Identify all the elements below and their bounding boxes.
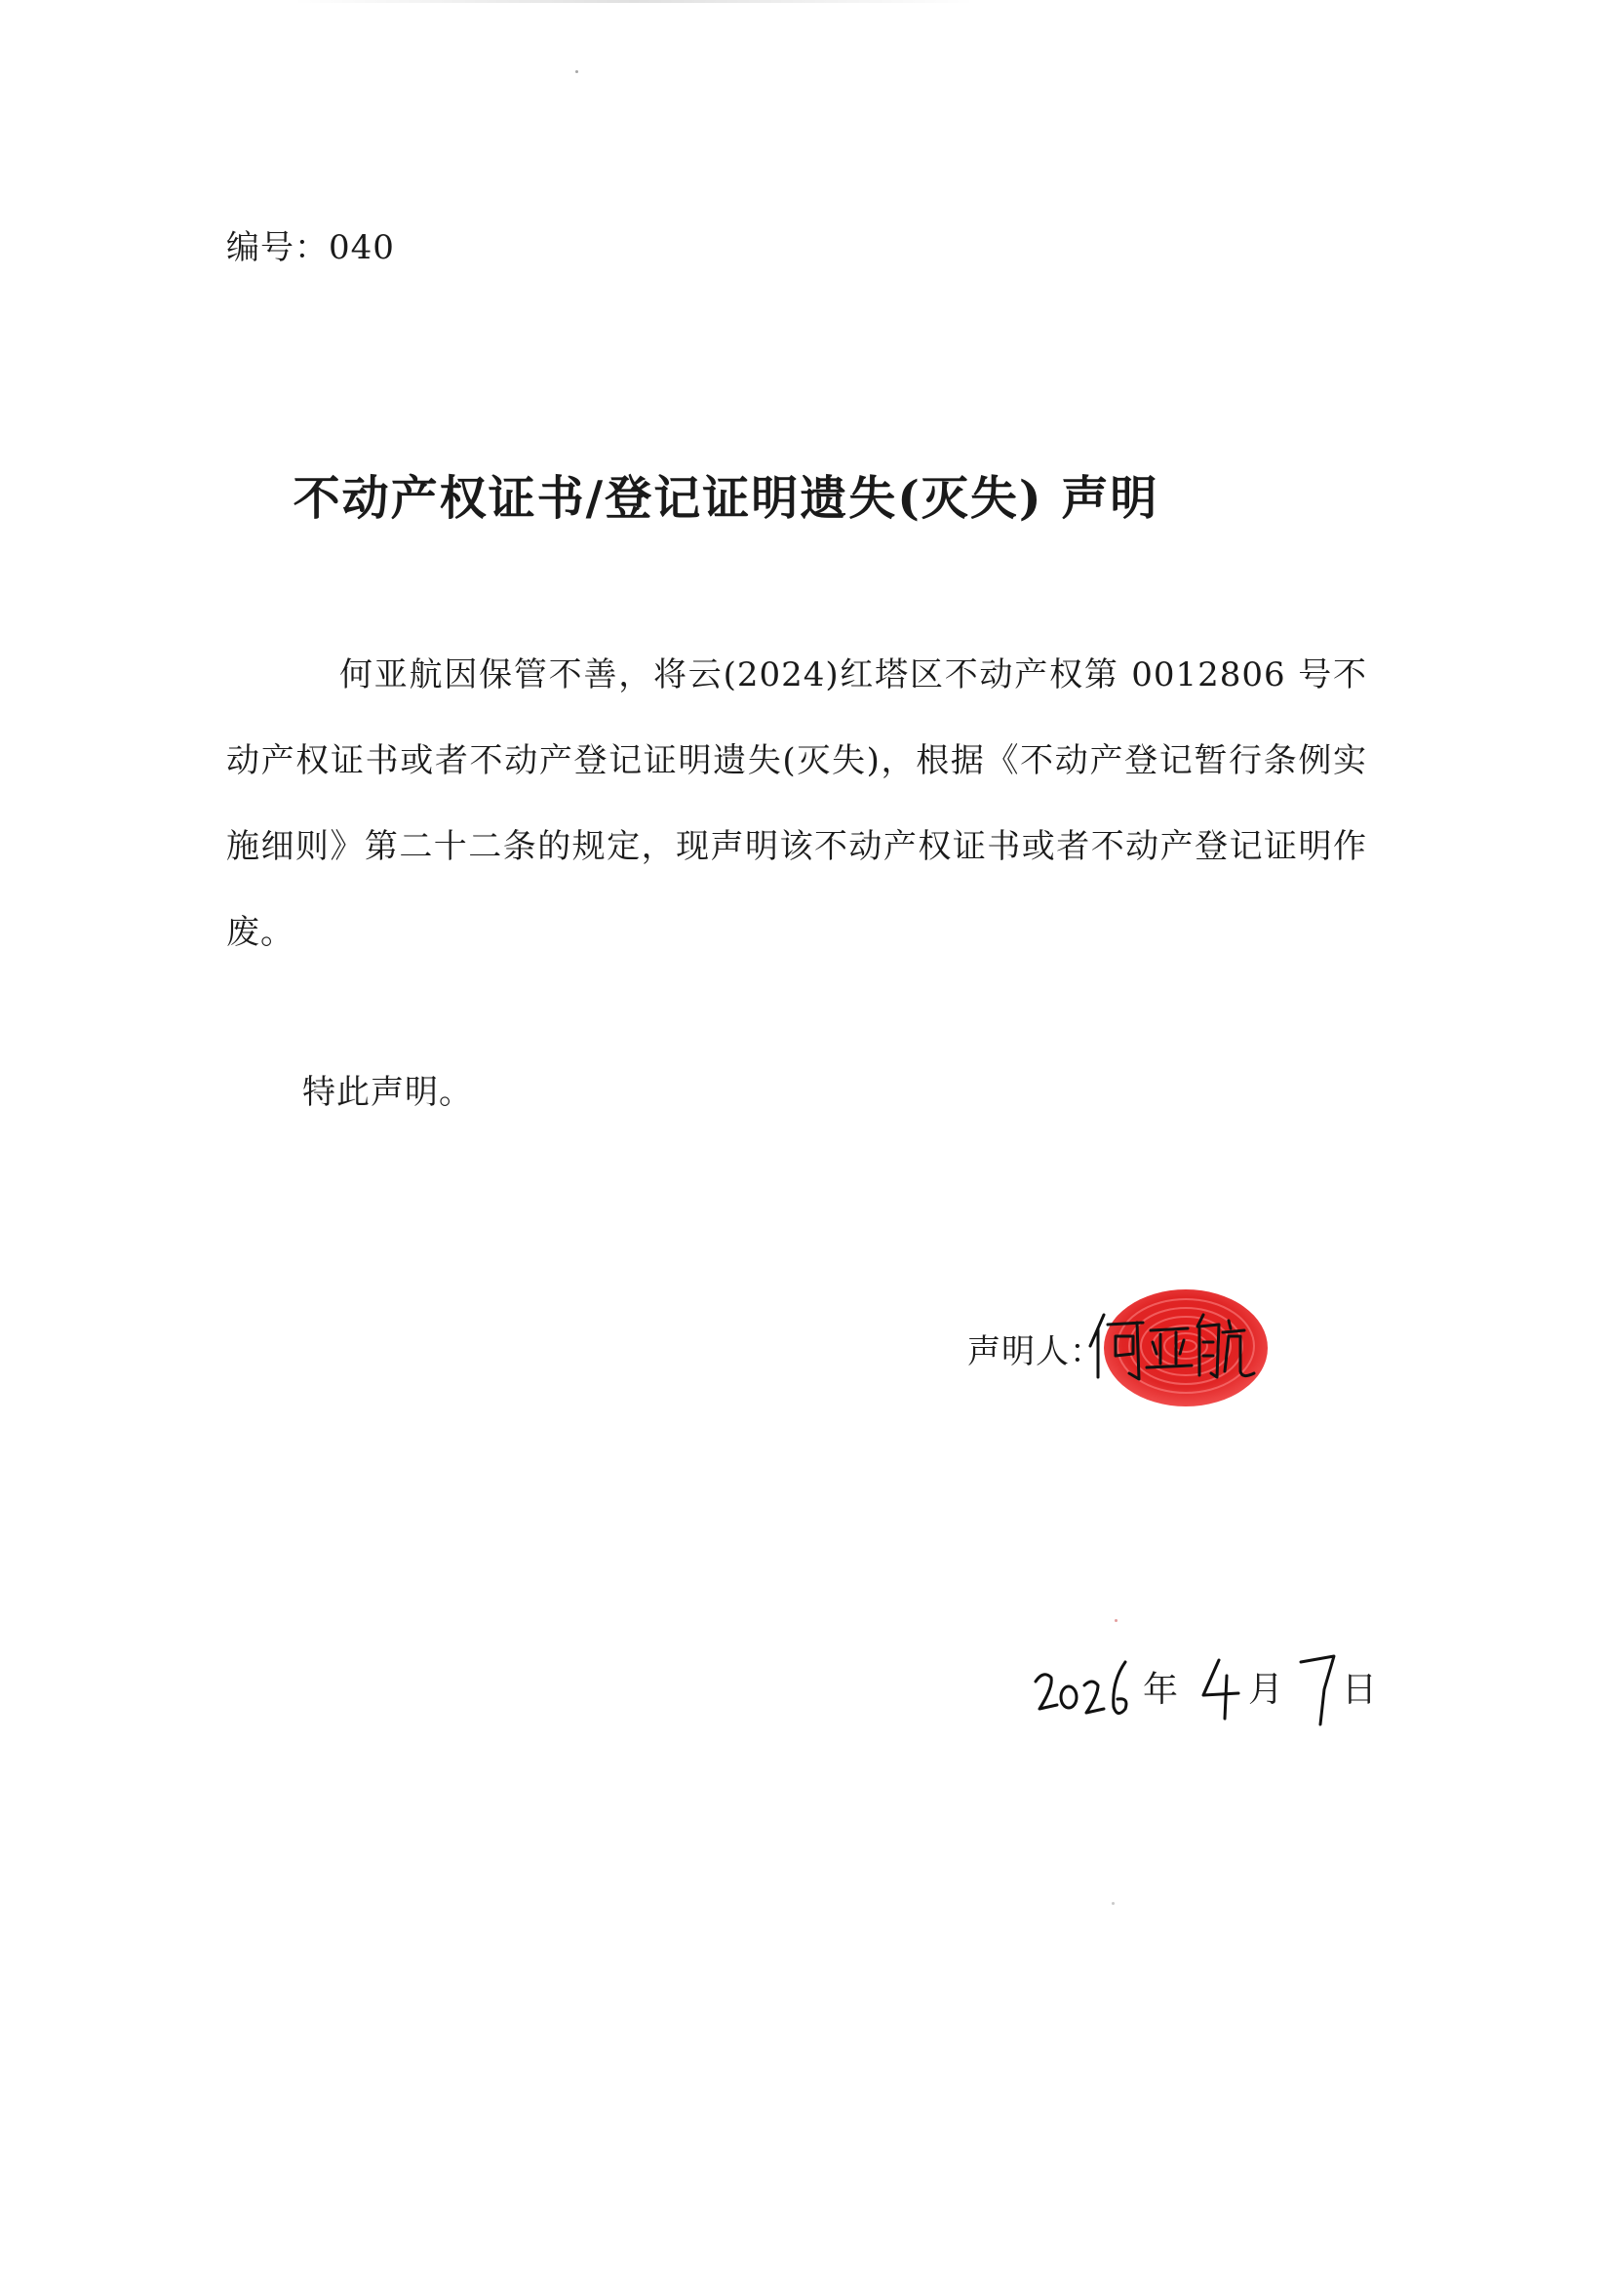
handwritten-signature [1082, 1301, 1258, 1389]
document-title [0, 460, 1608, 528]
day-label: 日 [1342, 1670, 1378, 1710]
handwritten-year [1032, 1648, 1139, 1726]
document-title-text: 不动产权证书/登记证明遗失(灭失) 声明 [293, 471, 1159, 526]
declaration-body: 何亚航因保管不善，将云(2024)红塔区不动产权第 0012806 号不动产权证书或者不动产登记证明遗失(灭失)，根据《不动产登记暂行条例实施细则》第二十二条的规定，现声明该不动产权证书或者不动产登记证明作废。 [226, 655, 1367, 952]
scan-speck [1112, 1902, 1115, 1905]
scan-edge-shadow [293, 0, 975, 3]
scan-speck [575, 70, 578, 73]
month-label: 月 [1248, 1670, 1284, 1710]
declarant-label: 声明人： [967, 1332, 1104, 1371]
date-row [1032, 1648, 1383, 1726]
document-number: 编号：040 [226, 228, 395, 267]
closing-statement: 特此声明。 [302, 1073, 473, 1112]
year-label: 年 [1143, 1670, 1179, 1710]
scan-speck [1115, 1619, 1118, 1622]
handwritten-day [1295, 1650, 1340, 1728]
handwritten-month [1196, 1654, 1246, 1722]
